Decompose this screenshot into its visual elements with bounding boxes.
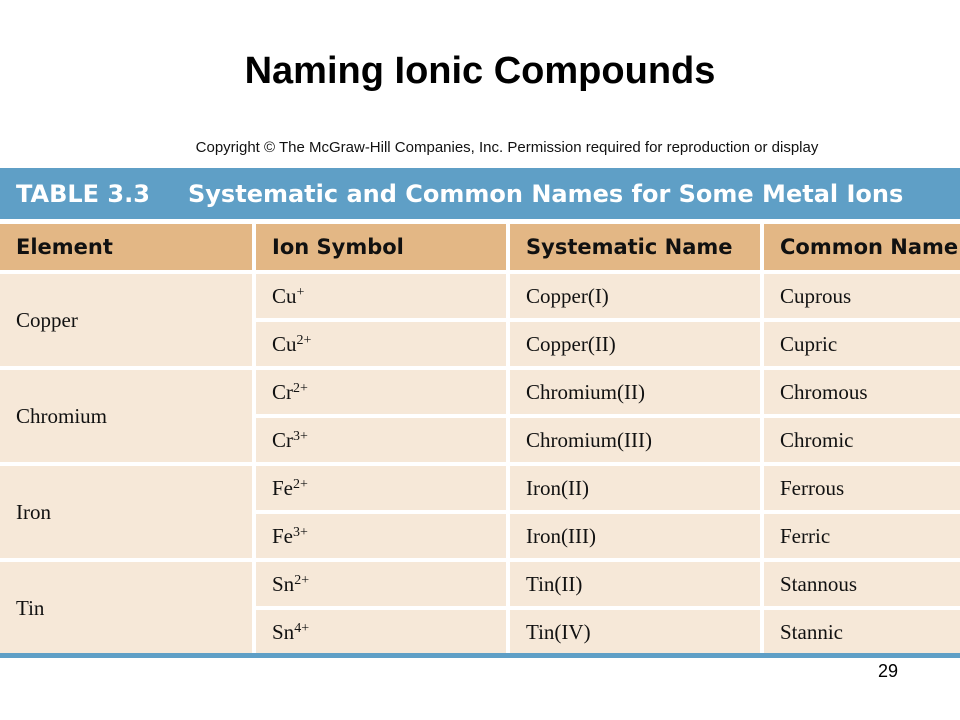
element-cell: Chromium [0, 370, 252, 462]
common-name-cell: Ferric [764, 514, 960, 558]
common-name-cell: Chromic [764, 418, 960, 462]
ion-charge: 3+ [293, 525, 308, 540]
ion-symbol: Fe [272, 523, 293, 548]
metal-ions-table [0, 168, 960, 658]
ion-symbol-cell [256, 562, 506, 606]
ion-charge: 2+ [296, 333, 312, 348]
ion-symbol-cell [256, 610, 506, 654]
ion-symbol-cell [256, 514, 506, 558]
ion-symbol: Sn [272, 571, 295, 596]
ion-symbol: Cu [272, 283, 297, 308]
common-name-cell: Stannic [764, 610, 960, 654]
element-cell: Tin [0, 562, 252, 654]
copyright-notice: Copyright © The McGraw-Hill Companies, Inc. Permission required for reproduction or display [195, 139, 819, 156]
systematic-name-cell: Chromium(II) [510, 370, 760, 414]
table-title-bar [0, 168, 960, 219]
systematic-name-cell: Copper(II) [510, 322, 760, 366]
systematic-name-cell: Copper(I) [510, 274, 760, 318]
common-name-cell: Cupric [764, 322, 960, 366]
systematic-name-cell: Tin(IV) [510, 610, 760, 654]
ion-charge: + [296, 285, 305, 300]
systematic-name-cell: Iron(III) [510, 514, 760, 558]
element-cell: Copper [0, 274, 252, 366]
ion-charge: 2+ [294, 573, 310, 588]
slide-title: Naming Ionic Compounds [244, 50, 716, 92]
common-name-cell: Chromous [764, 370, 960, 414]
ion-symbol-cell [256, 322, 506, 366]
column-header-systematic-name: Systematic Name [510, 224, 760, 270]
common-name-cell: Stannous [764, 562, 960, 606]
systematic-name-cell: Iron(II) [510, 466, 760, 510]
ion-charge: 4+ [294, 621, 310, 636]
ion-symbol: Fe [272, 475, 293, 500]
ion-symbol-cell [256, 370, 506, 414]
ion-symbol: Cu [272, 331, 297, 356]
table-footer-bar [0, 653, 960, 658]
column-header-element: Element [0, 224, 252, 270]
ion-charge: 2+ [293, 477, 308, 492]
ion-symbol: Sn [272, 619, 295, 644]
common-name-cell: Ferrous [764, 466, 960, 510]
ion-symbol: Cr [272, 379, 293, 404]
ion-symbol-cell [256, 466, 506, 510]
column-header-ion-symbol: Ion Symbol [256, 224, 506, 270]
ion-charge: 2+ [293, 381, 308, 396]
ion-symbol-cell [256, 274, 506, 318]
page-number: 29 [878, 661, 899, 681]
table-number: TABLE 3.3 [16, 179, 150, 208]
common-name-cell: Cuprous [764, 274, 960, 318]
table-caption: Systematic and Common Names for Some Metal Ions [188, 179, 904, 208]
column-header-common-name: Common Name [764, 224, 960, 270]
systematic-name-cell: Chromium(III) [510, 418, 760, 462]
ion-charge: 3+ [293, 429, 308, 444]
element-cell: Iron [0, 466, 252, 558]
systematic-name-cell: Tin(II) [510, 562, 760, 606]
ion-symbol-cell [256, 418, 506, 462]
ion-symbol: Cr [272, 427, 293, 452]
